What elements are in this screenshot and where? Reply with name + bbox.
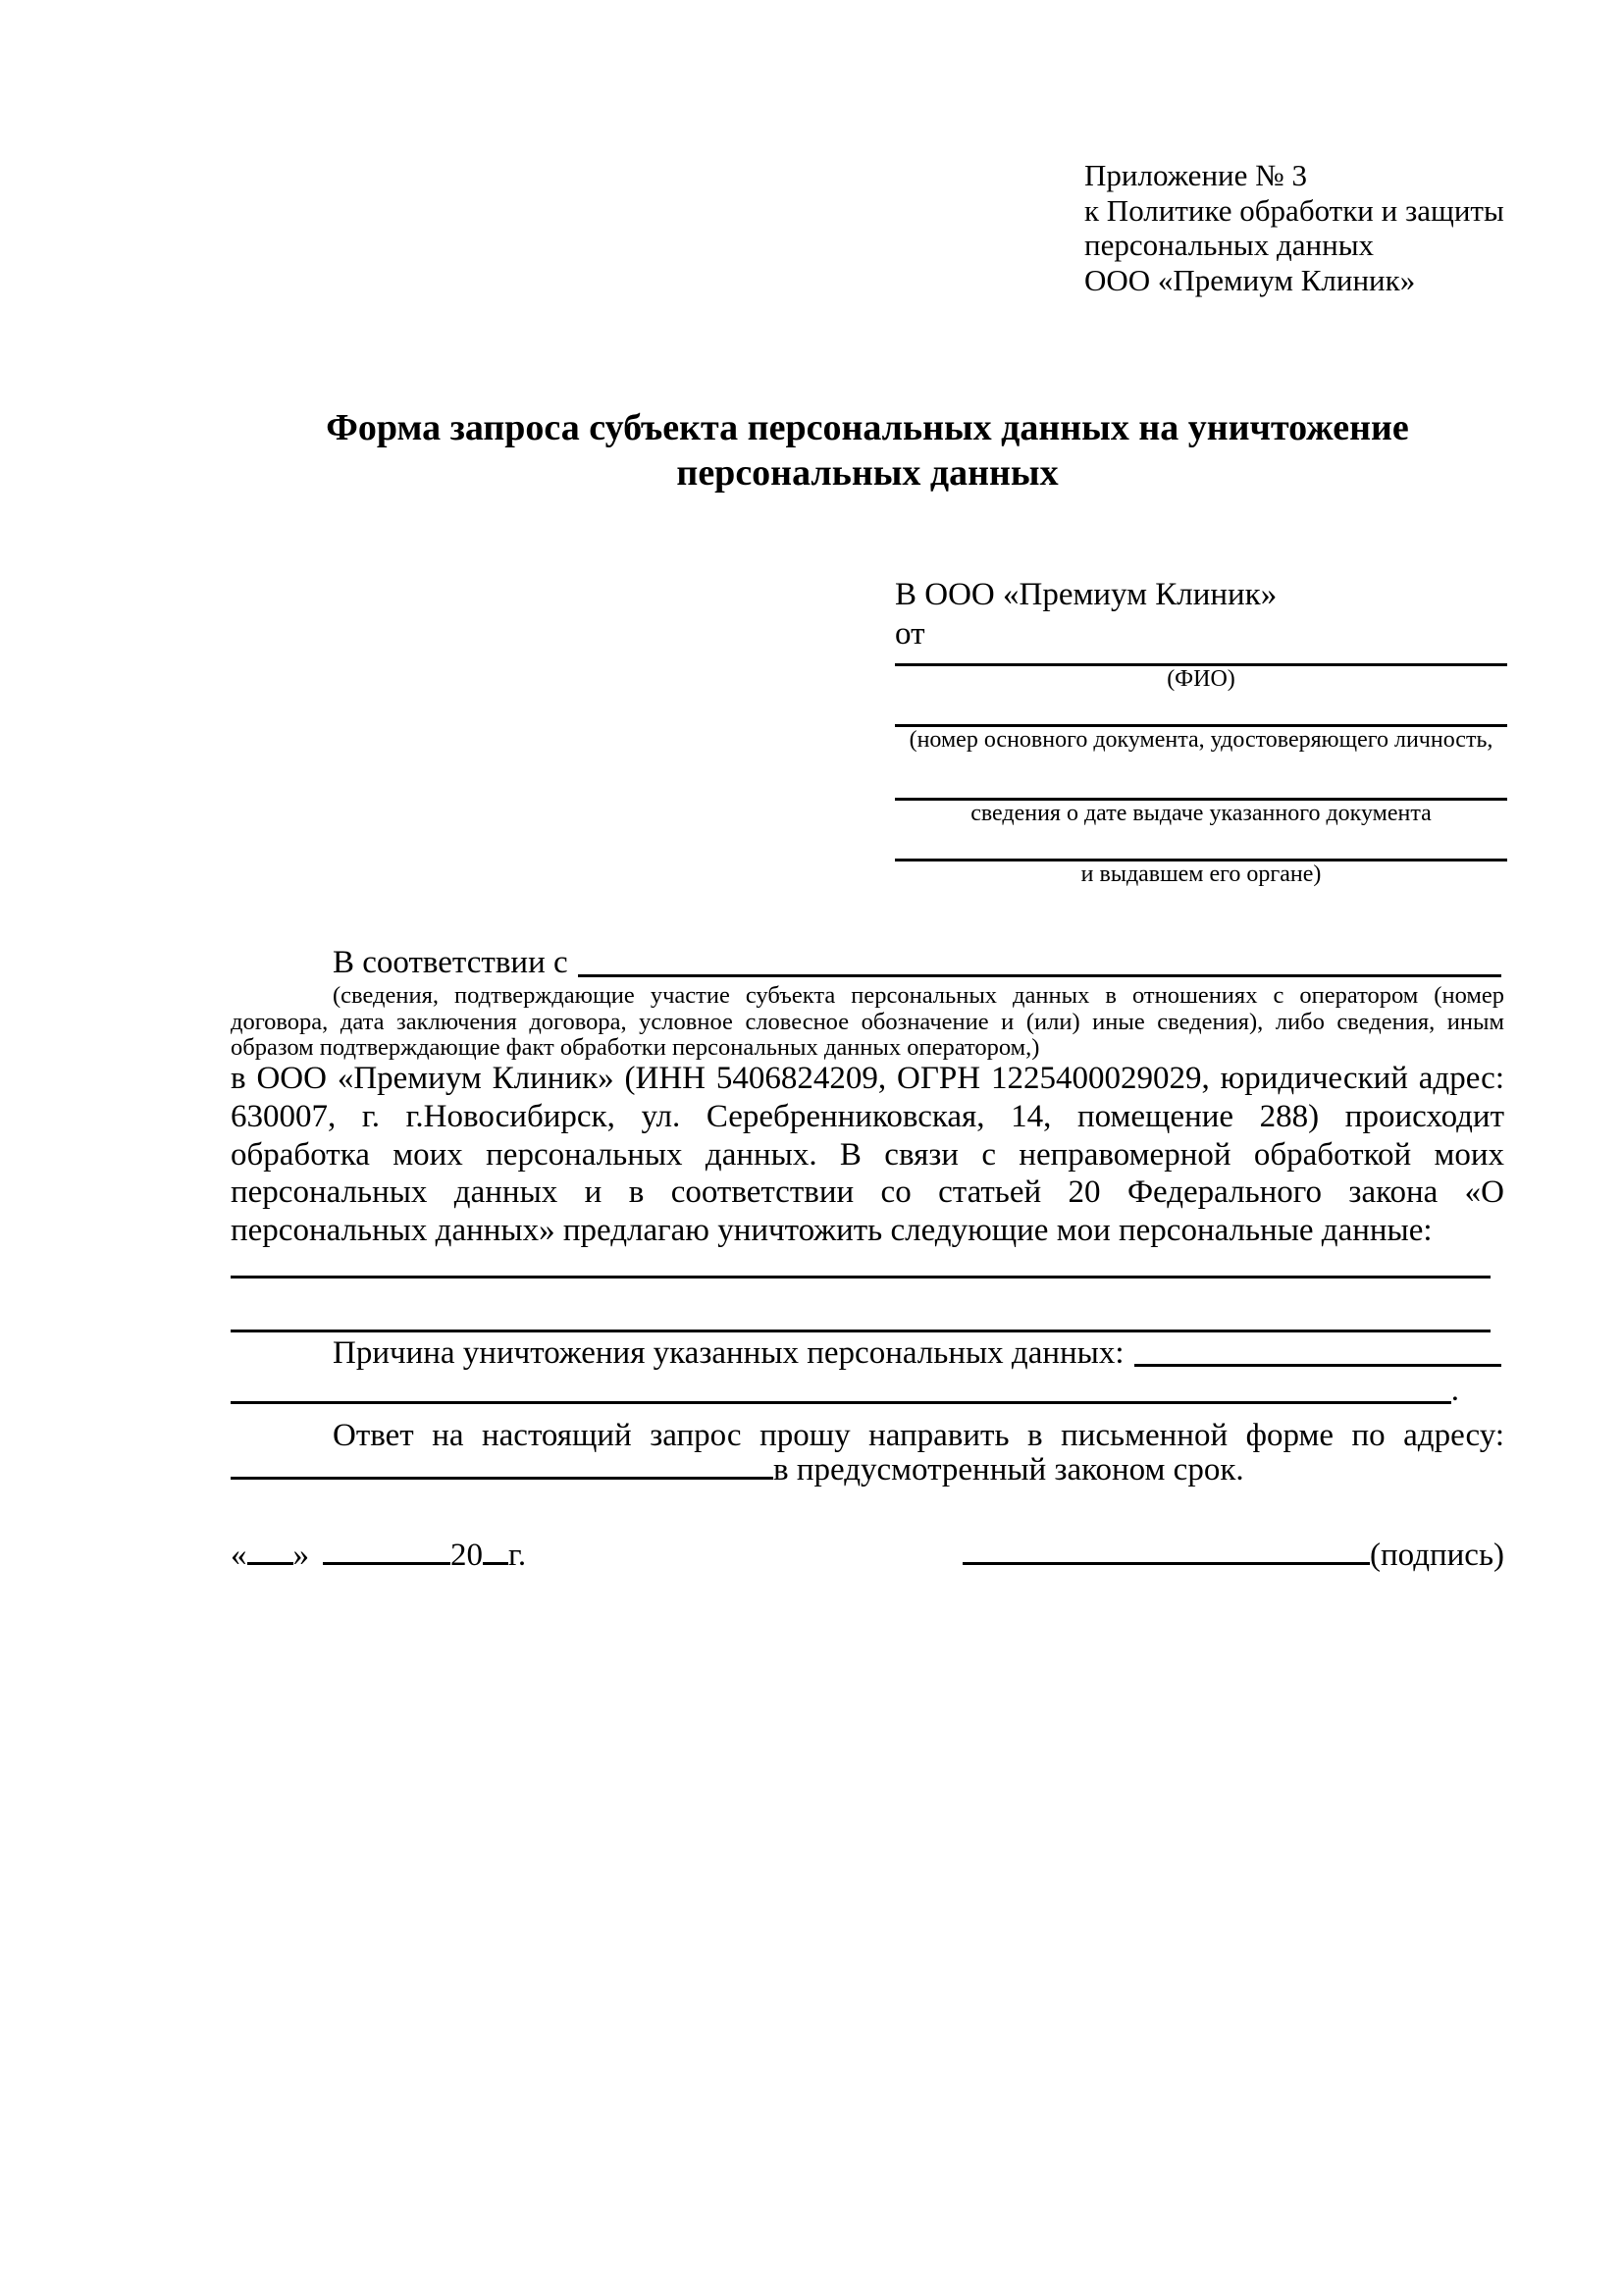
date-open-quote: « — [231, 1538, 247, 1573]
response-paragraph: Ответ на настоящий запрос прошу направить в письменной форме по адресу: — [333, 1418, 1504, 1453]
date-year-suffix: г. — [508, 1538, 527, 1573]
addressee-block — [895, 575, 1507, 888]
signature-row — [231, 1536, 1504, 1575]
accordance-row — [333, 943, 1501, 982]
addressee-from: от — [895, 616, 925, 652]
address-blank-line — [231, 1475, 773, 1480]
signature-blank — [963, 1560, 1370, 1565]
reason-terminator: . — [1450, 1373, 1459, 1408]
response-tail: в предусмотренный законом срок. — [773, 1452, 1244, 1487]
accordance-lead: В соответствии с — [333, 945, 568, 980]
addressee-to: В ООО «Премиум Клиник» — [895, 577, 1278, 612]
date-year-prefix: 20 — [450, 1538, 483, 1573]
body-paragraph: в ООО «Премиум Клиник» (ИНН 5406824209, ОГРН 1225400029029, юридический адрес: 630007, г. г.Новосибирск, ул. Серебренниковская, 14, помещение 288) происходит обработка моих персональных данных. В связи с неправомерной обработкой моих персональных данных и в соответствии со статьей 20 Федерального закона «О персональных данных» предлагаю уничтожить следующие мои персональные данные: — [231, 1061, 1504, 1249]
title-line: Форма запроса субъекта персональных данных на уничтожение — [326, 407, 1409, 448]
date-day-blank — [247, 1560, 293, 1565]
response-address-row — [231, 1451, 1244, 1489]
reason-blank-line — [1134, 1334, 1501, 1367]
personal-data-blank-line-2 — [231, 1330, 1491, 1332]
signature-caption: (подпись) — [1370, 1538, 1504, 1573]
header-note-line: персональных данных — [1084, 228, 1375, 262]
date-close-quote: » — [292, 1538, 309, 1573]
issue-date-caption: сведения о дате выдаче указанного документа — [970, 801, 1432, 826]
signature-line — [963, 1536, 1504, 1575]
reason-label: Причина уничтожения указанных персональных данных: — [333, 1335, 1125, 1371]
accordance-blank-line — [578, 943, 1501, 977]
header-note-line: Приложение № 3 — [1084, 158, 1307, 192]
fio-caption: (ФИО) — [1167, 666, 1235, 692]
header-note — [1084, 158, 1516, 297]
accordance-note: (сведения, подтверждающие участие субъекта персональных данных в отношениях с оператором (номер договора, дата заключения договора, условное словесное обозначение и (или) иные сведения), либо сведения, иным образом подтверждающие факт обработки персональных данных оператором,) — [231, 982, 1504, 1061]
doc-number-caption: (номер основного документа, удостоверяющего личность, — [909, 727, 1493, 753]
reason-row — [333, 1334, 1501, 1372]
reason-continuation-row — [231, 1372, 1459, 1409]
date-year-blank — [483, 1560, 508, 1565]
personal-data-blank-line-1 — [231, 1276, 1491, 1278]
issuing-authority-caption: и выдавшем его органе) — [1080, 861, 1322, 887]
title-line: персональных данных — [676, 452, 1059, 494]
date-month-blank — [323, 1560, 450, 1565]
reason-continuation-blank-line — [231, 1372, 1451, 1404]
header-note-line: ООО «Премиум Клиник» — [1084, 262, 1416, 297]
header-note-line: к Политике обработки и защиты — [1084, 192, 1504, 228]
document-title — [231, 405, 1504, 496]
date-line — [231, 1536, 526, 1575]
